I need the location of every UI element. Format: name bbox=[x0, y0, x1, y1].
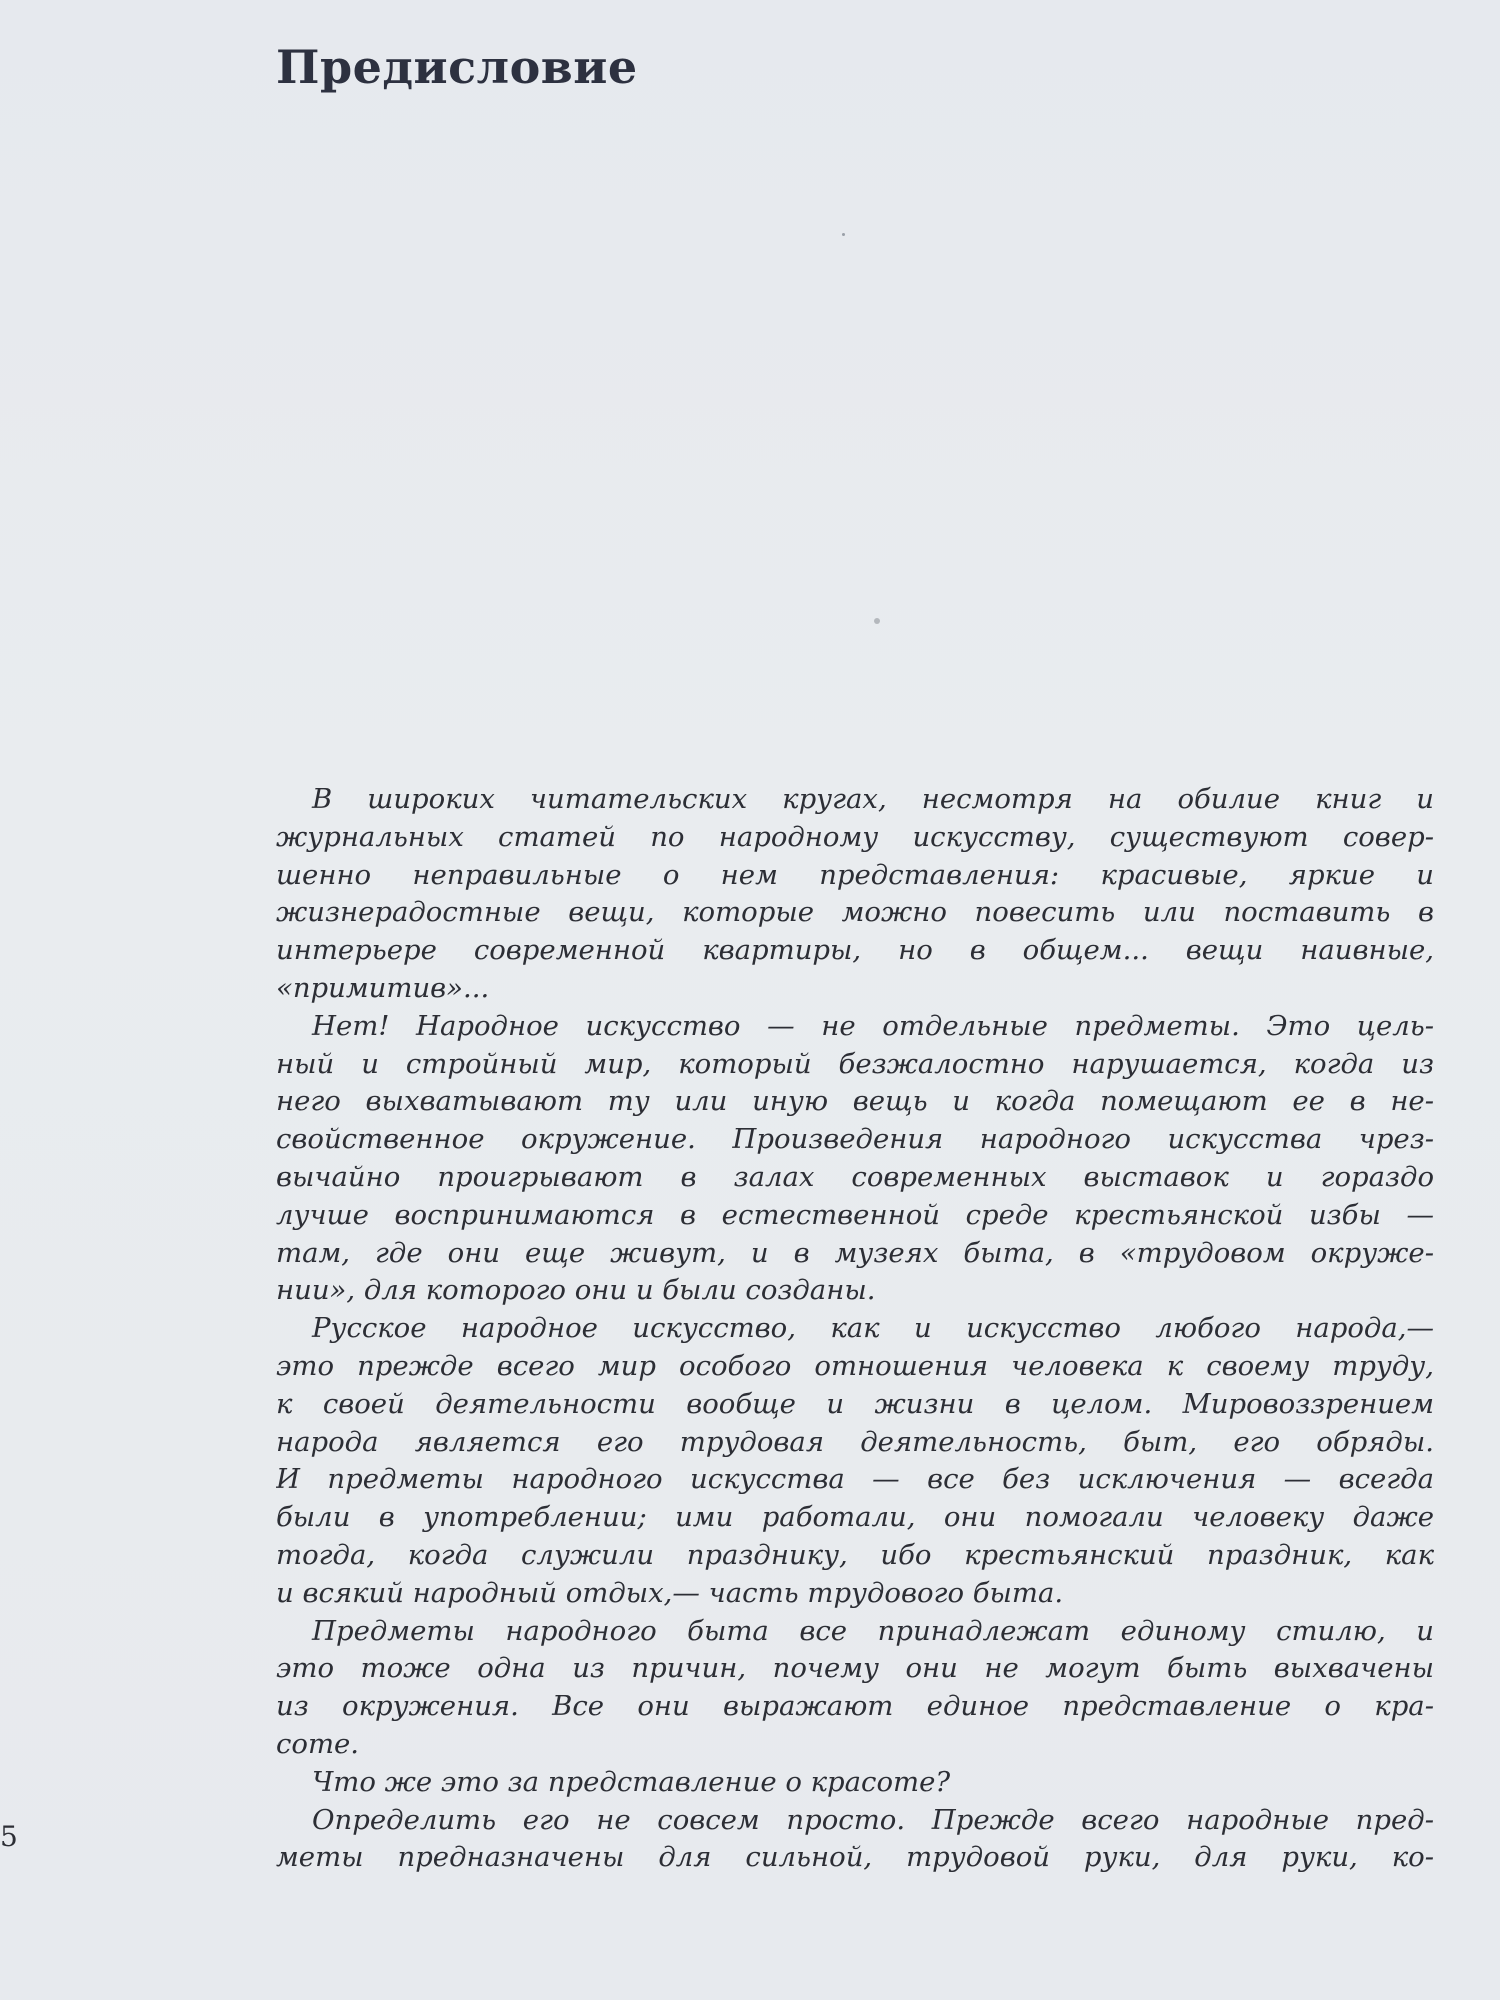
text-line: журнальных статей по народному искусству, существуют совер- bbox=[276, 820, 1434, 853]
text-line: из окружения. Все они выражают единое представление о кра- bbox=[276, 1690, 1434, 1723]
text-line: и всякий народный отдых,— часть трудового быта. bbox=[276, 1576, 1064, 1609]
text-line: него выхватывают ту или иную вещь и когда помещают ее в не- bbox=[276, 1085, 1434, 1118]
paper-speck bbox=[842, 233, 845, 236]
text-line: Что же это за представление о красоте? bbox=[312, 1765, 951, 1798]
text-line: Нет! Народное искусство — не отдельные предметы. Это цель- bbox=[312, 1009, 1434, 1042]
text-line: Предметы народного быта все принадлежат единому стилю, и bbox=[312, 1614, 1434, 1647]
page-heading: Предисловие bbox=[276, 40, 638, 94]
text-line: там, где они еще живут, и в музеях быта, в «трудовом окруже- bbox=[276, 1236, 1434, 1269]
text-line: И предметы народного искусства — все без исключения — всегда bbox=[276, 1463, 1434, 1496]
text-line: интерьере современной квартиры, но в общем... вещи наивные, bbox=[276, 934, 1434, 967]
text-line: к своей деятельности вообще и жизни в целом. Мировоззрением bbox=[276, 1387, 1434, 1420]
text-line: тогда, когда служили празднику, ибо крестьянский праздник, как bbox=[276, 1538, 1434, 1571]
text-line: Определить его не совсем просто. Прежде всего народные пред- bbox=[312, 1803, 1434, 1836]
text-line: Русское народное искусство, как и искусство любого народа,— bbox=[312, 1312, 1434, 1345]
text-line: свойственное окружение. Произведения народного искусства чрез- bbox=[276, 1123, 1434, 1156]
paper-speck bbox=[874, 618, 880, 624]
text-line: жизнерадостные вещи, которые можно повесить или поставить в bbox=[276, 896, 1434, 929]
page-number: 5 bbox=[0, 1820, 18, 1853]
text-line: «примитив»... bbox=[276, 971, 490, 1004]
text-line: вычайно проигрывают в залах современных выставок и гораздо bbox=[276, 1160, 1434, 1193]
text-line: это тоже одна из причин, почему они не могут быть выхвачены bbox=[276, 1652, 1434, 1685]
text-line: народа является его трудовая деятельность, быт, его обряды. bbox=[276, 1425, 1434, 1458]
text-line: это прежде всего мир особого отношения человека к своему труду, bbox=[276, 1349, 1434, 1382]
text-line: шенно неправильные о нем представления: красивые, яркие и bbox=[276, 858, 1434, 891]
text-line: В широких читательских кругах, несмотря на обилие книг и bbox=[312, 783, 1434, 815]
text-line: ный и стройный мир, который безжалостно нарушается, когда из bbox=[276, 1047, 1434, 1080]
body-text bbox=[276, 781, 1434, 1877]
text-line: нии», для которого они и были созданы. bbox=[276, 1274, 876, 1307]
text-line: лучше воспринимаются в естественной среде крестьянской избы — bbox=[276, 1198, 1434, 1231]
text-line: соте. bbox=[276, 1727, 360, 1760]
text-line: меты предназначены для сильной, трудовой руки, для руки, ко- bbox=[276, 1841, 1434, 1874]
text-line: были в употреблении; ими работали, они помогали человеку даже bbox=[276, 1501, 1434, 1534]
